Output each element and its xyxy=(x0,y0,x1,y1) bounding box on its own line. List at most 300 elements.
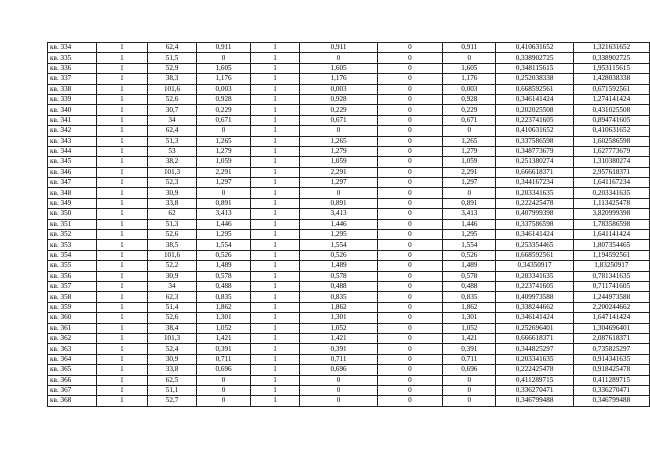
table-cell: 0,526 xyxy=(443,250,496,260)
table-cell: 1,554 xyxy=(443,240,496,250)
table-cell: 1,554 xyxy=(300,240,377,250)
table-cell: 30,7 xyxy=(147,105,197,115)
table-cell: 0,223741605 xyxy=(496,281,573,291)
table-cell: 1 xyxy=(97,240,148,250)
table-body xyxy=(48,43,650,407)
table-cell: 1 xyxy=(97,84,148,94)
table-cell: 0,344167234 xyxy=(496,178,573,188)
table-cell: 0 xyxy=(377,198,442,208)
table-cell: 1,641167234 xyxy=(573,178,649,188)
table-cell: 0,003 xyxy=(197,84,250,94)
table-cell: 3,413 xyxy=(443,209,496,219)
table-cell: 1 xyxy=(250,188,300,198)
apartment-cell: кв. 347 xyxy=(48,178,97,188)
table-row xyxy=(48,219,650,229)
table-cell: 0,346799488 xyxy=(573,396,649,406)
table-cell: 1 xyxy=(97,271,148,281)
table-cell: 0 xyxy=(377,53,442,63)
apartment-cell: кв. 362 xyxy=(48,333,97,343)
apartment-cell: кв. 343 xyxy=(48,136,97,146)
table-cell: 0 xyxy=(377,126,442,136)
apartment-cell: кв. 344 xyxy=(48,146,97,156)
table-cell: 52,6 xyxy=(147,230,197,240)
apartment-cell: кв. 345 xyxy=(48,157,97,167)
table-cell: 0,711 xyxy=(197,354,250,364)
table-cell: 0,911 xyxy=(197,43,250,53)
apartment-cell: кв. 367 xyxy=(48,385,97,395)
table-cell: 0,202025508 xyxy=(496,105,573,115)
table-cell: 0,338902725 xyxy=(496,53,573,63)
table-cell: 1 xyxy=(97,344,148,354)
table-cell: 0,409973588 xyxy=(496,292,573,302)
table-cell: 0 xyxy=(377,136,442,146)
table-row xyxy=(48,271,650,281)
table-cell: 1,627773679 xyxy=(573,146,649,156)
table-cell: 0 xyxy=(377,94,442,104)
table-cell: 1 xyxy=(97,115,148,125)
table-cell: 1 xyxy=(97,261,148,271)
table-cell: 1,647141424 xyxy=(573,313,649,323)
table-cell: 0,781341635 xyxy=(573,271,649,281)
data-table xyxy=(47,42,650,407)
table-cell: 0 xyxy=(377,250,442,260)
table-cell: 1,265 xyxy=(197,136,250,146)
table-cell: 1,428038338 xyxy=(573,74,649,84)
table-cell: 0,488 xyxy=(300,281,377,291)
table-cell: 0,344825297 xyxy=(496,344,573,354)
table-cell: 101,6 xyxy=(147,250,197,260)
table-cell: 34 xyxy=(147,281,197,291)
table-cell: 1 xyxy=(250,354,300,364)
table-row xyxy=(48,209,650,219)
table-cell: 1 xyxy=(97,219,148,229)
table-cell: 0 xyxy=(377,385,442,395)
table-row xyxy=(48,250,650,260)
table-cell: 0 xyxy=(377,105,442,115)
table-cell: 0 xyxy=(377,292,442,302)
table-cell: 0,34350917 xyxy=(496,261,573,271)
table-cell: 1,059 xyxy=(300,157,377,167)
table-cell: 52,6 xyxy=(147,313,197,323)
table-cell: 33,8 xyxy=(147,365,197,375)
table-cell: 1,059 xyxy=(197,157,250,167)
table-cell: 2,291 xyxy=(443,167,496,177)
table-cell: 1 xyxy=(97,250,148,260)
table-cell: 1 xyxy=(97,126,148,136)
table-cell: 1 xyxy=(97,105,148,115)
table-cell: 0,711 xyxy=(300,354,377,364)
table-cell: 3,413 xyxy=(197,209,250,219)
table-cell: 0 xyxy=(443,375,496,385)
table-cell: 51,5 xyxy=(147,53,197,63)
table-cell: 0,391 xyxy=(300,344,377,354)
table-cell: 38,4 xyxy=(147,323,197,333)
table-cell: 0,668592561 xyxy=(496,250,573,260)
table-cell: 1 xyxy=(250,292,300,302)
table-row xyxy=(48,323,650,333)
table-cell: 51,4 xyxy=(147,302,197,312)
table-cell: 0 xyxy=(377,84,442,94)
table-cell: 0,488 xyxy=(443,281,496,291)
table-cell: 1 xyxy=(97,157,148,167)
table-row xyxy=(48,292,650,302)
table-cell: 0,711741605 xyxy=(573,281,649,291)
table-cell: 51,1 xyxy=(147,385,197,395)
table-row xyxy=(48,281,650,291)
table-cell: 0,229 xyxy=(443,105,496,115)
apartment-cell: кв. 340 xyxy=(48,105,97,115)
table-cell: 0,696 xyxy=(300,365,377,375)
table-cell: 0,891 xyxy=(197,198,250,208)
table-cell: 1 xyxy=(97,74,148,84)
table-cell: 0 xyxy=(377,323,442,333)
table-cell: 0 xyxy=(443,53,496,63)
table-row xyxy=(48,84,650,94)
table-cell: 0 xyxy=(377,313,442,323)
apartment-cell: кв. 335 xyxy=(48,53,97,63)
table-row xyxy=(48,302,650,312)
table-cell: 0,578 xyxy=(197,271,250,281)
table-cell: 52,9 xyxy=(147,63,197,73)
table-cell: 1,295 xyxy=(300,230,377,240)
table-cell: 0,203341635 xyxy=(496,354,573,364)
table-cell: 1,297 xyxy=(443,178,496,188)
table-cell: 1,605 xyxy=(300,63,377,73)
table-cell: 3,413 xyxy=(300,209,377,219)
table-cell: 1,446 xyxy=(443,219,496,229)
table-cell: 0,894741605 xyxy=(573,115,649,125)
table-cell: 1 xyxy=(97,385,148,395)
table-cell: 0,346799488 xyxy=(496,396,573,406)
table-cell: 51,3 xyxy=(147,136,197,146)
apartment-cell: кв. 351 xyxy=(48,219,97,229)
table-cell: 0,391 xyxy=(197,344,250,354)
table-cell: 1,295 xyxy=(197,230,250,240)
table-cell: 1 xyxy=(250,126,300,136)
table-cell: 1,421 xyxy=(197,333,250,343)
table-cell: 0 xyxy=(377,188,442,198)
apartment-cell: кв. 336 xyxy=(48,63,97,73)
table-cell: 1,297 xyxy=(197,178,250,188)
table-cell: 0 xyxy=(377,354,442,364)
table-cell: 1 xyxy=(250,281,300,291)
table-cell: 1 xyxy=(250,157,300,167)
table-cell: 0,003 xyxy=(300,84,377,94)
table-cell: 1 xyxy=(97,333,148,343)
apartment-cell: кв. 341 xyxy=(48,115,97,125)
table-cell: 0 xyxy=(300,126,377,136)
table-cell: 0,203341635 xyxy=(496,271,573,281)
table-row xyxy=(48,313,650,323)
table-row xyxy=(48,136,650,146)
table-row xyxy=(48,354,650,364)
table-cell: 0 xyxy=(300,396,377,406)
table-cell: 0 xyxy=(377,281,442,291)
table-cell: 1 xyxy=(97,302,148,312)
apartment-cell: кв. 360 xyxy=(48,313,97,323)
table-cell: 1,554 xyxy=(197,240,250,250)
table-cell: 1 xyxy=(97,281,148,291)
apartment-cell: кв. 352 xyxy=(48,230,97,240)
table-cell: 1 xyxy=(250,115,300,125)
table-cell: 0,391 xyxy=(443,344,496,354)
table-cell: 1 xyxy=(97,354,148,364)
table-cell: 0 xyxy=(197,385,250,395)
table-cell: 0,346141424 xyxy=(496,94,573,104)
table-cell: 0,928 xyxy=(197,94,250,104)
table-row xyxy=(48,53,650,63)
table-row xyxy=(48,157,650,167)
table-cell: 0 xyxy=(377,365,442,375)
table-cell: 0,671 xyxy=(197,115,250,125)
table-cell: 1,807354465 xyxy=(573,240,649,250)
table-cell: 0,578 xyxy=(300,271,377,281)
table-cell: 1 xyxy=(250,323,300,333)
table-cell: 52,3 xyxy=(147,178,197,188)
table-cell: 1,605 xyxy=(443,63,496,73)
table-cell: 52,4 xyxy=(147,344,197,354)
table-cell: 1,176 xyxy=(197,74,250,84)
table-cell: 1,194592561 xyxy=(573,250,649,260)
apartment-cell: кв. 339 xyxy=(48,94,97,104)
table-cell: 0,252696401 xyxy=(496,323,573,333)
table-cell: 0 xyxy=(197,53,250,63)
table-row xyxy=(48,396,650,406)
table-cell: 0,203341635 xyxy=(573,188,649,198)
table-cell: 0,253354465 xyxy=(496,240,573,250)
table-cell: 53 xyxy=(147,146,197,156)
table-cell: 1 xyxy=(250,43,300,53)
apartment-cell: кв. 355 xyxy=(48,261,97,271)
apartment-cell: кв. 358 xyxy=(48,292,97,302)
apartment-cell: кв. 338 xyxy=(48,84,97,94)
table-cell: 1,052 xyxy=(443,323,496,333)
table-cell: 62,5 xyxy=(147,375,197,385)
table-cell: 0,222425478 xyxy=(496,365,573,375)
table-row xyxy=(48,63,650,73)
table-cell: 0,251380274 xyxy=(496,157,573,167)
table-cell: 0 xyxy=(300,53,377,63)
table-cell: 1 xyxy=(97,136,148,146)
table-cell: 0 xyxy=(377,375,442,385)
table-cell: 33,8 xyxy=(147,198,197,208)
table-cell: 34 xyxy=(147,115,197,125)
table-cell: 1 xyxy=(97,43,148,53)
table-cell: 1,244973588 xyxy=(573,292,649,302)
table-cell: 1,446 xyxy=(300,219,377,229)
table-cell: 0 xyxy=(443,385,496,395)
table-cell: 0 xyxy=(443,396,496,406)
table-cell: 1 xyxy=(250,146,300,156)
table-cell: 1,862 xyxy=(443,302,496,312)
table-cell: 1 xyxy=(250,198,300,208)
table-cell: 1,641141424 xyxy=(573,230,649,240)
table-row xyxy=(48,365,650,375)
table-cell: 0 xyxy=(197,396,250,406)
table-cell: 1 xyxy=(250,105,300,115)
table-cell: 1 xyxy=(250,84,300,94)
table-cell: 1 xyxy=(97,146,148,156)
table-cell: 1,310380274 xyxy=(573,157,649,167)
table-cell: 0 xyxy=(377,302,442,312)
table-row xyxy=(48,344,650,354)
table-cell: 0,338902725 xyxy=(573,53,649,63)
table-cell: 1 xyxy=(97,209,148,219)
table-cell: 2,291 xyxy=(197,167,250,177)
table-cell: 0,668592561 xyxy=(496,84,573,94)
table-cell: 1 xyxy=(250,209,300,219)
table-row xyxy=(48,198,650,208)
table-cell: 0 xyxy=(377,209,442,219)
apartment-cell: кв. 349 xyxy=(48,198,97,208)
table-cell: 0 xyxy=(377,146,442,156)
table-cell: 0,431025508 xyxy=(573,105,649,115)
table-cell: 0 xyxy=(377,115,442,125)
apartment-cell: кв. 368 xyxy=(48,396,97,406)
table-cell: 0,337586598 xyxy=(496,136,573,146)
table-cell: 1 xyxy=(97,188,148,198)
table-cell: 1 xyxy=(250,302,300,312)
apartment-cell: кв. 361 xyxy=(48,323,97,333)
table-row xyxy=(48,333,650,343)
table-cell: 0,229 xyxy=(197,105,250,115)
table-cell: 1,489 xyxy=(443,261,496,271)
table-cell: 1,265 xyxy=(300,136,377,146)
table-cell: 1,274141424 xyxy=(573,94,649,104)
table-cell: 1 xyxy=(97,198,148,208)
table-cell: 0 xyxy=(377,167,442,177)
table-cell: 0 xyxy=(197,126,250,136)
table-cell: 1 xyxy=(97,396,148,406)
table-cell: 1 xyxy=(250,63,300,73)
table-cell: 0,578 xyxy=(443,271,496,281)
table-cell: 2,957618371 xyxy=(573,167,649,177)
apartment-cell: кв. 363 xyxy=(48,344,97,354)
table-row xyxy=(48,385,650,395)
table-cell: 0,488 xyxy=(197,281,250,291)
apartment-cell: кв. 353 xyxy=(48,240,97,250)
apartment-cell: кв. 354 xyxy=(48,250,97,260)
table-cell: 62,3 xyxy=(147,292,197,302)
table-row xyxy=(48,146,650,156)
table-cell: 1 xyxy=(250,385,300,395)
table-cell: 0 xyxy=(300,375,377,385)
table-row xyxy=(48,43,650,53)
table-cell: 0,666618371 xyxy=(496,167,573,177)
apartment-cell: кв. 359 xyxy=(48,302,97,312)
apartment-cell: кв. 334 xyxy=(48,43,97,53)
table-cell: 1 xyxy=(250,365,300,375)
table-cell: 1 xyxy=(97,63,148,73)
table-cell: 0 xyxy=(377,157,442,167)
table-cell: 1 xyxy=(97,178,148,188)
table-cell: 0,252038338 xyxy=(496,74,573,84)
table-cell: 1,052 xyxy=(300,323,377,333)
apartment-cell: кв. 346 xyxy=(48,167,97,177)
table-cell: 1,489 xyxy=(300,261,377,271)
table-cell: 52,7 xyxy=(147,396,197,406)
apartment-cell: кв. 366 xyxy=(48,375,97,385)
table-cell: 1,602586598 xyxy=(573,136,649,146)
table-cell: 0 xyxy=(300,385,377,395)
table-cell: 1 xyxy=(250,375,300,385)
apartment-cell: кв. 364 xyxy=(48,354,97,364)
table-cell: 1 xyxy=(250,240,300,250)
table-cell: 1,113425478 xyxy=(573,198,649,208)
table-cell: 1,295 xyxy=(443,230,496,240)
table-cell: 1,279 xyxy=(300,146,377,156)
table-cell: 52,6 xyxy=(147,94,197,104)
table-cell: 0 xyxy=(197,375,250,385)
table-cell: 1,176 xyxy=(443,74,496,84)
table-cell: 1,83250917 xyxy=(573,261,649,271)
apartment-cell: кв. 357 xyxy=(48,281,97,291)
table-row xyxy=(48,167,650,177)
table-cell: 0,336270471 xyxy=(496,385,573,395)
table-row xyxy=(48,126,650,136)
apartment-cell: кв. 365 xyxy=(48,365,97,375)
table-cell: 0 xyxy=(377,43,442,53)
apartment-cell: кв. 342 xyxy=(48,126,97,136)
table-cell: 0,348115615 xyxy=(496,63,573,73)
table-cell: 0,346141424 xyxy=(496,230,573,240)
table-cell: 1,446 xyxy=(197,219,250,229)
table-cell: 101,3 xyxy=(147,167,197,177)
table-cell: 1,279 xyxy=(443,146,496,156)
table-cell: 0,835 xyxy=(300,292,377,302)
table-cell: 0 xyxy=(377,230,442,240)
table-cell: 0,229 xyxy=(300,105,377,115)
table-cell: 62,4 xyxy=(147,43,197,53)
table-cell: 1,279 xyxy=(197,146,250,156)
table-cell: 1 xyxy=(97,375,148,385)
table-cell: 0 xyxy=(443,188,496,198)
table-cell: 0,411289715 xyxy=(573,375,649,385)
table-cell: 0 xyxy=(377,74,442,84)
table-cell: 0,666618371 xyxy=(496,333,573,343)
table-cell: 1 xyxy=(250,219,300,229)
table-cell: 1 xyxy=(97,53,148,63)
table-cell: 0,696 xyxy=(197,365,250,375)
table-cell: 0,407999398 xyxy=(496,209,573,219)
table-cell: 62 xyxy=(147,209,197,219)
table-cell: 0,526 xyxy=(300,250,377,260)
table-cell: 0 xyxy=(377,219,442,229)
table-cell: 1 xyxy=(97,230,148,240)
table-cell: 1,421 xyxy=(443,333,496,343)
table-cell: 1 xyxy=(250,136,300,146)
table-cell: 1 xyxy=(97,323,148,333)
table-cell: 0 xyxy=(377,63,442,73)
table-cell: 0,711 xyxy=(443,354,496,364)
table-cell: 0,835 xyxy=(443,292,496,302)
table-cell: 1 xyxy=(97,167,148,177)
table-cell: 30,9 xyxy=(147,188,197,198)
table-cell: 0,410631652 xyxy=(496,43,573,53)
table-cell: 1,489 xyxy=(197,261,250,271)
table-cell: 38,2 xyxy=(147,157,197,167)
table-cell: 1,421 xyxy=(300,333,377,343)
table-cell: 52,2 xyxy=(147,261,197,271)
table-cell: 2,200244662 xyxy=(573,302,649,312)
table-cell: 1 xyxy=(250,178,300,188)
table-cell: 0 xyxy=(443,126,496,136)
table-cell: 0,336270471 xyxy=(573,385,649,395)
table-cell: 0 xyxy=(377,344,442,354)
apartment-cell: кв. 348 xyxy=(48,188,97,198)
table-cell: 0,918425478 xyxy=(573,365,649,375)
table-cell: 38,5 xyxy=(147,240,197,250)
